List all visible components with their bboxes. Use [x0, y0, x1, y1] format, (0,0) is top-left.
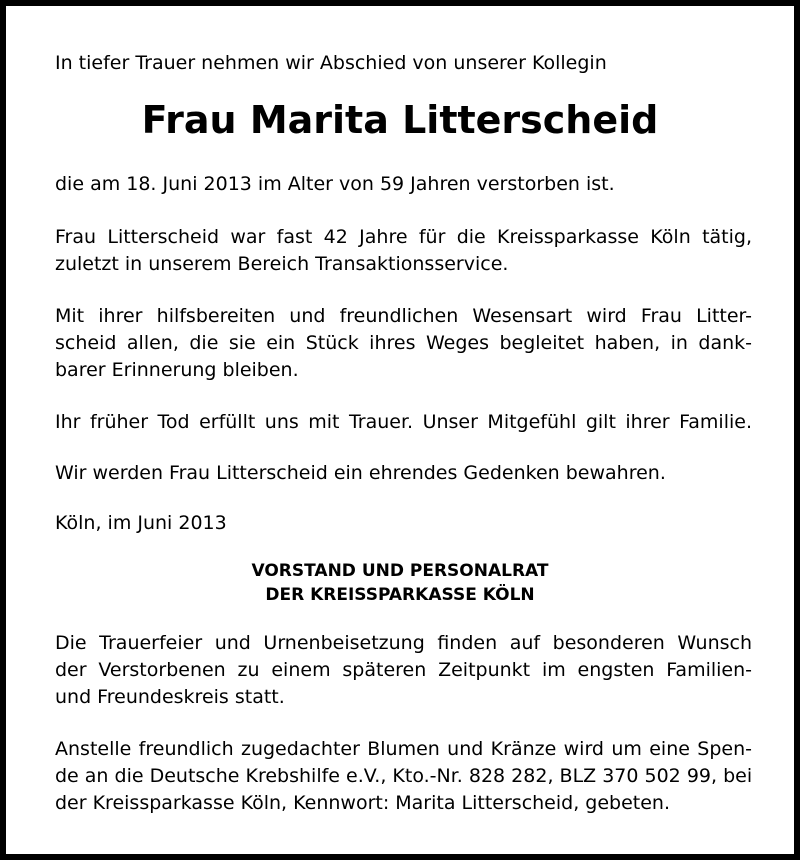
death-date-line: die am 18. Juni 2013 im Alter von 59 Jahren verstorben ist.	[55, 173, 615, 195]
deceased-name: Frau Marita Litterscheid	[141, 98, 659, 142]
paragraph-line: und Freundeskreis statt.	[55, 686, 285, 708]
paragraph-line: Frau Litterscheid war fast 42 Jahre für die Kreissparkasse Köln tätig,	[55, 226, 752, 248]
paragraph-line: der Verstorbenen zu einem späteren Zeitpunkt im engsten Familien-	[55, 659, 752, 681]
paragraph-line: zuletzt in unserem Bereich Transaktionsservice.	[55, 253, 509, 275]
place-date: Köln, im Juni 2013	[55, 512, 227, 534]
paragraph-line: Ihr früher Tod erfüllt uns mit Trauer. Unser Mitgefühl gilt ihrer Familie.	[55, 411, 752, 433]
paragraph-line: der Kreissparkasse Köln, Kennwort: Marita Litterscheid, gebeten.	[55, 792, 671, 814]
paragraph-line: Wir werden Frau Litterscheid ein ehrendes Gedenken bewahren.	[55, 462, 666, 484]
signature-line: VORSTAND UND PERSONALRAT	[251, 561, 549, 581]
intro-text: In tiefer Trauer nehmen wir Abschied von unserer Kollegin	[55, 52, 607, 74]
paragraph-line: Die Trauerfeier und Urnenbeisetzung finden auf besonderen Wunsch	[55, 632, 752, 654]
paragraph-line: barer Erinnerung bleiben.	[55, 359, 299, 381]
signature-line: DER KREISSPARKASSE KÖLN	[265, 585, 535, 605]
obituary-notice	[6, 6, 794, 854]
paragraph-line: scheid allen, die sie ein Stück ihres Weges begleitet haben, in dank-	[55, 332, 752, 354]
paragraph-line: Mit ihrer hilfsbereiten und freundlichen Wesensart wird Frau Litter-	[55, 305, 752, 327]
paragraph-line: de an die Deutsche Krebshilfe e.V., Kto.-Nr. 828 282, BLZ 370 502 99, bei	[55, 765, 753, 787]
paragraph-line: Anstelle freundlich zugedachter Blumen und Kränze wird um eine Spen-	[55, 738, 752, 760]
